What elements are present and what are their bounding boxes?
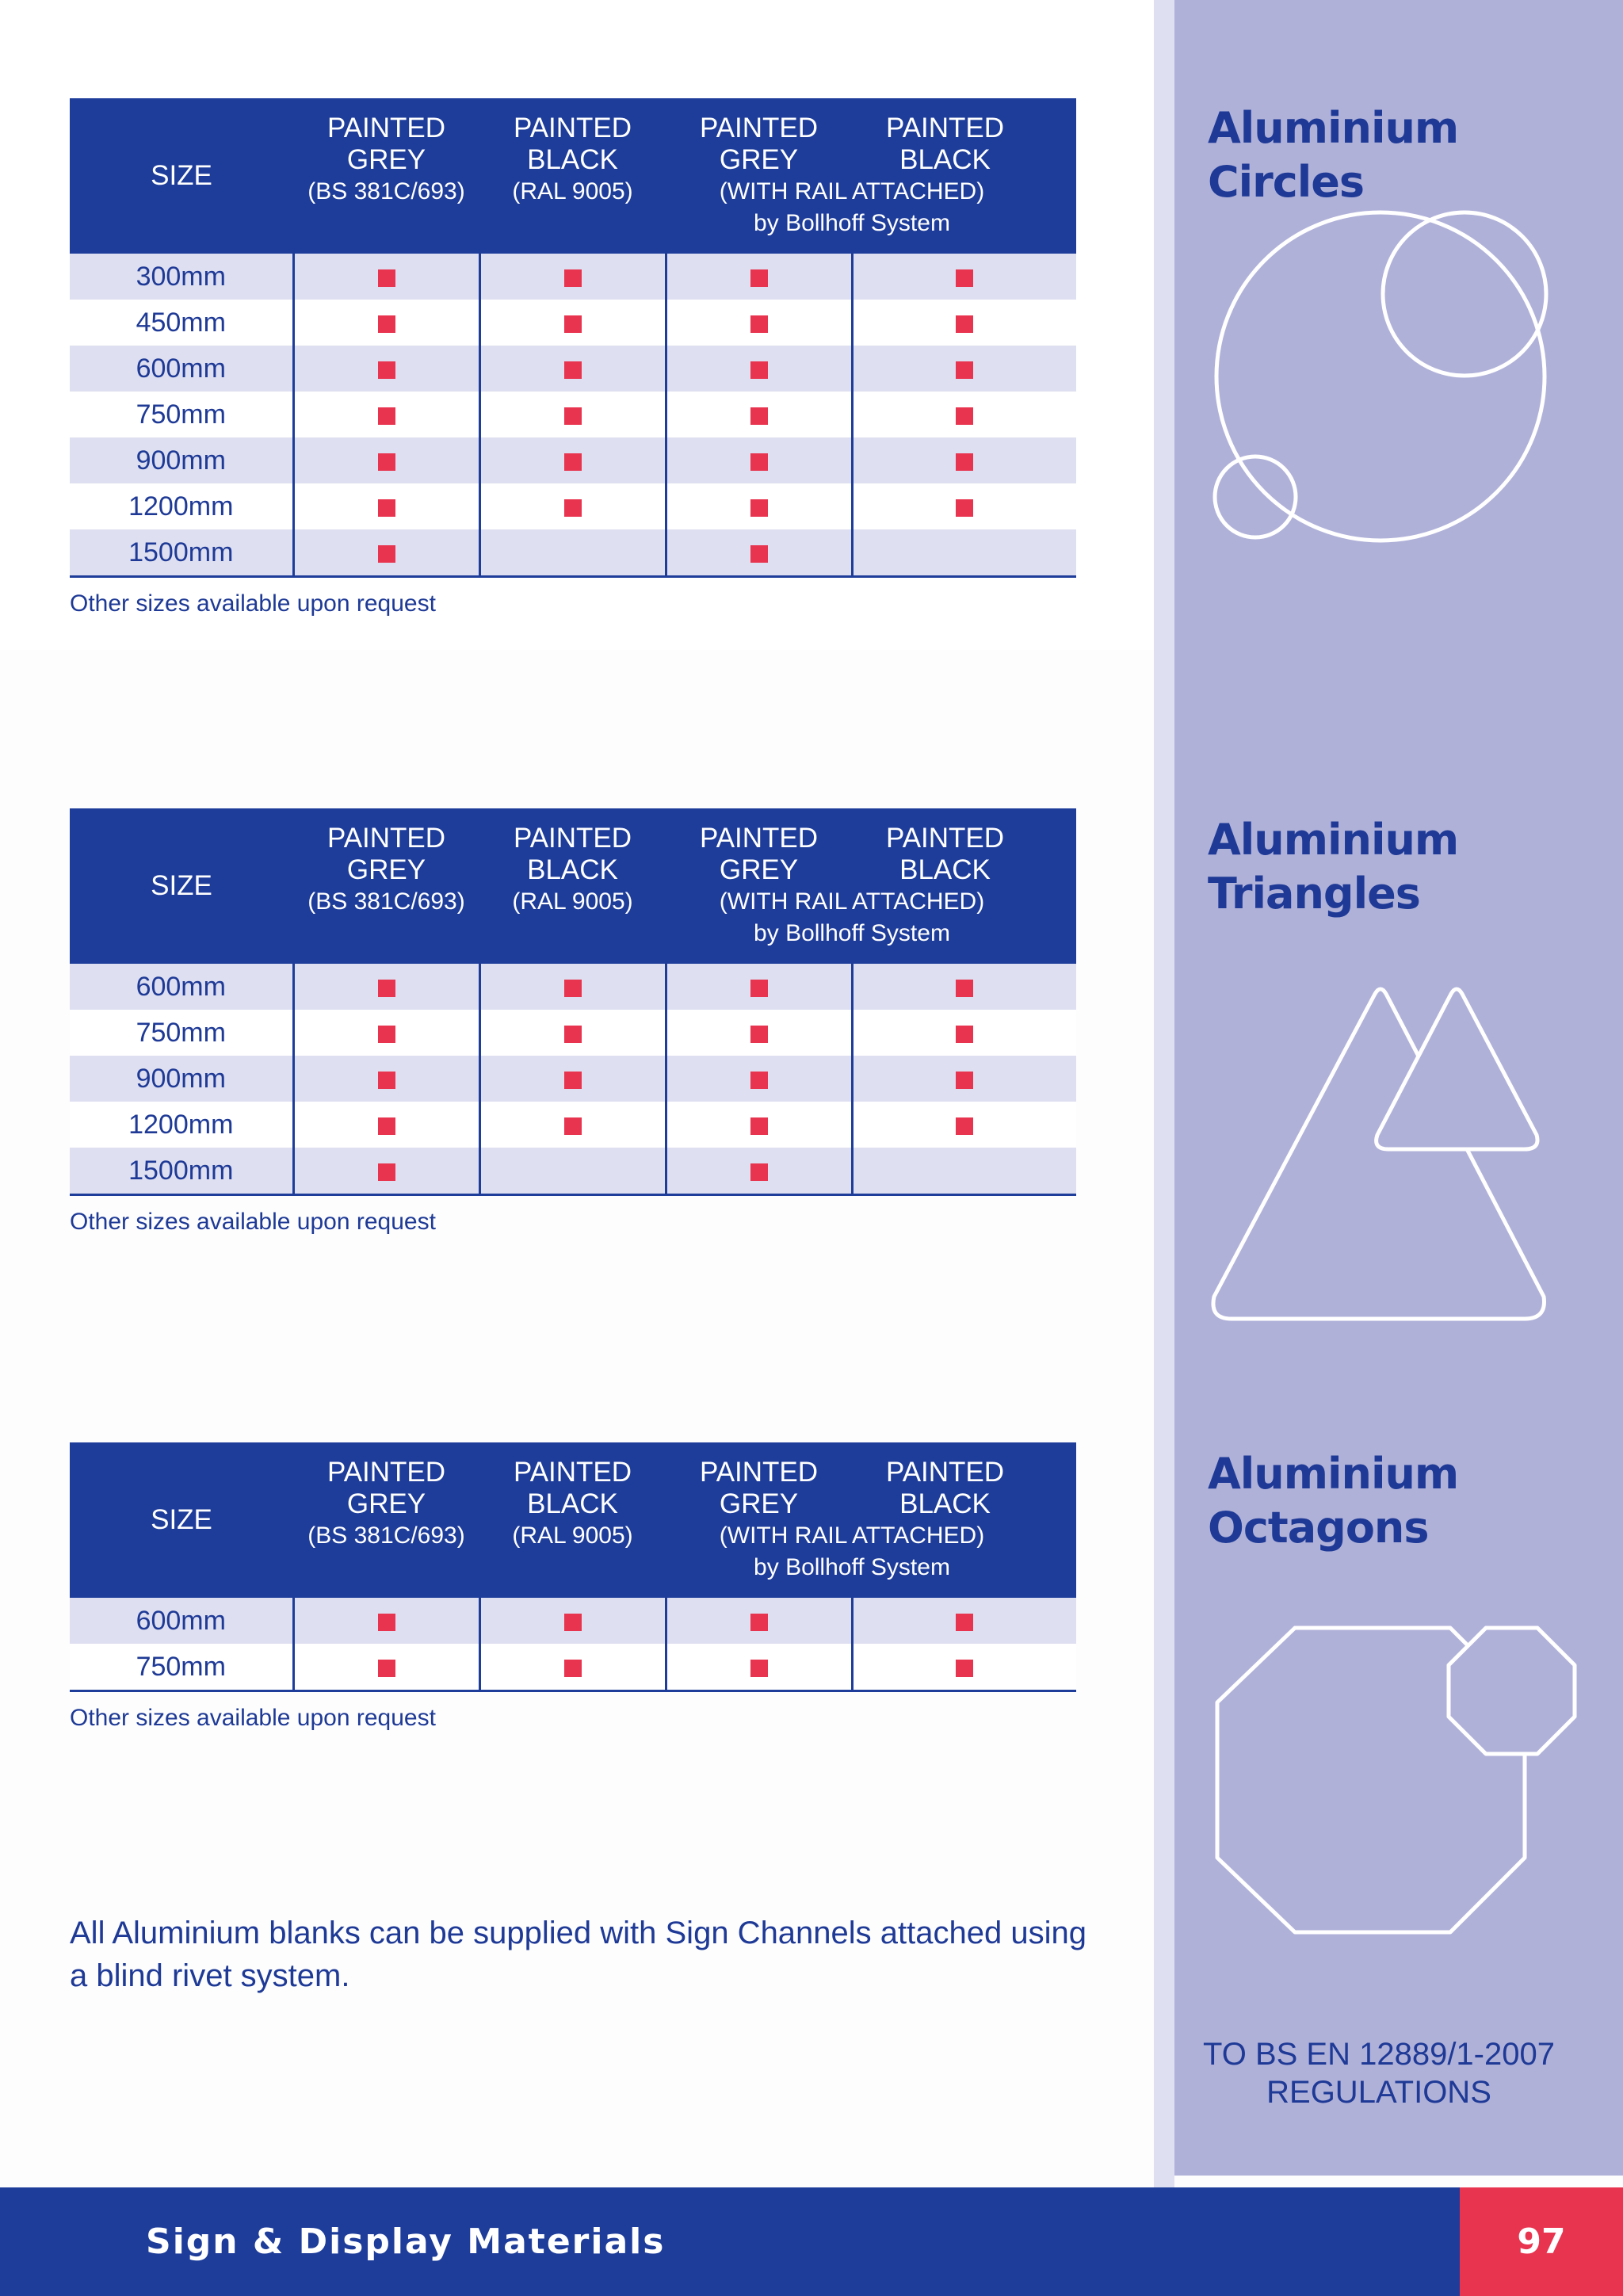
header-line: PAINTED: [327, 823, 446, 854]
header-sub: (RAL 9005): [512, 1522, 633, 1549]
header-sub: (BS 381C/693): [307, 178, 465, 204]
availability-cell: [852, 392, 1076, 437]
header-line: PAINTED: [327, 113, 446, 143]
available-marker-icon: [378, 499, 395, 517]
availability-cell: [479, 254, 666, 300]
header-line: PAINTED: [513, 1457, 632, 1488]
availability-cell: [666, 1056, 852, 1102]
triangles-title-line-2: Triangles: [1208, 869, 1420, 919]
size-cell: 1200mm: [70, 483, 293, 529]
size-header: [70, 98, 293, 254]
header-line: BLACK: [527, 144, 618, 175]
availability-cell: [852, 1598, 1076, 1644]
header-line: GREY: [719, 854, 799, 885]
rail-note-line: (WITH RAIL ATTACHED): [719, 888, 985, 915]
availability-cell: [666, 254, 852, 300]
rail-note-line: by Bollhoff System: [754, 210, 950, 236]
available-marker-icon: [378, 1660, 395, 1677]
availability-cell: [666, 392, 852, 437]
header-line: PAINTED: [513, 113, 632, 143]
header-line: BLACK: [899, 144, 991, 175]
availability-cell: [293, 529, 479, 577]
available-marker-icon: [956, 1660, 973, 1677]
availability-cell: [293, 346, 479, 392]
size-cell: 450mm: [70, 300, 293, 346]
other-sizes-note: Other sizes available upon request: [70, 1705, 436, 1731]
availability-cell: [479, 1598, 666, 1644]
size-header: [70, 1442, 293, 1598]
rail-attached-header: [666, 808, 1076, 964]
size-cell: 600mm: [70, 346, 293, 392]
header-line: PAINTED: [513, 823, 632, 854]
available-marker-icon: [956, 269, 973, 287]
available-marker-icon: [750, 1163, 768, 1181]
available-marker-icon: [956, 315, 973, 333]
available-marker-icon: [750, 980, 768, 997]
availability-cell: [479, 1102, 666, 1148]
availability-cell: [852, 483, 1076, 529]
availability-cell: [666, 300, 852, 346]
available-marker-icon: [564, 315, 582, 333]
octagons-title: [1208, 1447, 1458, 1555]
available-marker-icon: [956, 1072, 973, 1089]
painted-grey-header: [293, 1442, 479, 1598]
triangles-table-block: [70, 808, 1076, 1236]
available-marker-icon: [378, 1614, 395, 1631]
header-line: PAINTED: [885, 1457, 1005, 1488]
header-sub: (BS 381C/693): [307, 888, 465, 915]
available-marker-icon: [956, 1026, 973, 1043]
rivet-statement: All Aluminium blanks can be supplied with Sign Channels attached using a blind rivet system.: [70, 1916, 1086, 1993]
table-row: [70, 437, 1076, 483]
size-cell: 1500mm: [70, 529, 293, 577]
available-marker-icon: [750, 1072, 768, 1089]
header-line: GREY: [719, 1488, 799, 1519]
regulations-note: [1174, 2035, 1583, 2111]
available-marker-icon: [750, 453, 768, 471]
rail-attached-header: [666, 98, 1076, 254]
header-line: BLACK: [527, 854, 618, 885]
availability-cell: [293, 437, 479, 483]
available-marker-icon: [378, 315, 395, 333]
header-line: GREY: [719, 144, 799, 175]
availability-cell: [666, 437, 852, 483]
other-sizes-note: Other sizes available upon request: [70, 590, 436, 617]
availability-cell: [852, 300, 1076, 346]
size-cell: 1500mm: [70, 1148, 293, 1195]
header-line: BLACK: [899, 1488, 991, 1519]
availability-cell: [666, 1148, 852, 1195]
available-marker-icon: [564, 269, 582, 287]
availability-cell: [293, 392, 479, 437]
availability-cell: [852, 254, 1076, 300]
available-marker-icon: [564, 1117, 582, 1135]
header-line: GREY: [346, 144, 426, 175]
availability-cell: [479, 1644, 666, 1691]
painted-grey-header: [293, 98, 479, 254]
size-cell: 600mm: [70, 964, 293, 1010]
aluminium-circles-icon: [1205, 202, 1553, 551]
aluminium-octagons-icon: [1205, 1617, 1601, 1950]
available-marker-icon: [378, 1163, 395, 1181]
available-marker-icon: [564, 1026, 582, 1043]
rail-note-line: by Bollhoff System: [754, 1554, 950, 1580]
table-row: [70, 1598, 1076, 1644]
table-row: [70, 1056, 1076, 1102]
availability-cell: [479, 483, 666, 529]
table-row: [70, 1644, 1076, 1691]
available-marker-icon: [378, 980, 395, 997]
availability-cell: [852, 437, 1076, 483]
header-line: PAINTED: [699, 1457, 819, 1488]
available-marker-icon: [378, 269, 395, 287]
available-marker-icon: [378, 1026, 395, 1043]
side-strip: [1154, 0, 1174, 2187]
availability-cell: [479, 1010, 666, 1056]
table-header-row: [70, 98, 1076, 254]
availability-cell: [293, 964, 479, 1010]
available-marker-icon: [564, 1614, 582, 1631]
availability-cell: [666, 529, 852, 577]
availability-cell: [293, 483, 479, 529]
table-row: [70, 254, 1076, 300]
availability-cell: [666, 1598, 852, 1644]
size-cell: 750mm: [70, 1010, 293, 1056]
size-header: [70, 808, 293, 964]
octagons-table-block: [70, 1442, 1076, 1732]
table-row: [70, 392, 1076, 437]
available-marker-icon: [750, 1026, 768, 1043]
table-body: [70, 964, 1076, 1195]
circles-title: Aluminium Circles: [1208, 103, 1459, 207]
available-marker-icon: [564, 499, 582, 517]
triangles-title-line-1: Aluminium: [1208, 815, 1459, 865]
table-row: [70, 483, 1076, 529]
available-marker-icon: [378, 1117, 395, 1135]
availability-cell: [852, 1010, 1076, 1056]
size-cell: 750mm: [70, 392, 293, 437]
available-marker-icon: [956, 1117, 973, 1135]
availability-cell: [666, 1010, 852, 1056]
availability-cell: [852, 346, 1076, 392]
available-marker-icon: [564, 1072, 582, 1089]
availability-cell: [293, 1102, 479, 1148]
availability-cell: [479, 392, 666, 437]
rail-attached-header: [666, 1442, 1076, 1598]
size-cell: 300mm: [70, 254, 293, 300]
octagons-title-line-2: Octagons: [1208, 1503, 1429, 1553]
aluminium-triangles-icon: [1205, 983, 1553, 1331]
available-marker-icon: [750, 407, 768, 425]
availability-cell: [852, 1056, 1076, 1102]
available-marker-icon: [378, 407, 395, 425]
circles-spec-table: [70, 98, 1076, 578]
rail-note-line: (WITH RAIL ATTACHED): [719, 178, 985, 204]
availability-cell: [666, 1644, 852, 1691]
regulations-line-1: TO BS EN 12889/1-2007: [1203, 2037, 1555, 2072]
availability-cell: [666, 964, 852, 1010]
page-number: 97: [1517, 2222, 1566, 2262]
availability-cell: [666, 1102, 852, 1148]
availability-cell: [852, 964, 1076, 1010]
footer-title: Sign & Display Materials: [146, 2222, 666, 2262]
regulations-line-2: REGULATIONS: [1266, 2075, 1491, 2110]
available-marker-icon: [956, 980, 973, 997]
available-marker-icon: [956, 499, 973, 517]
octagons-title-line-1: Aluminium: [1208, 1449, 1459, 1499]
availability-cell: [479, 964, 666, 1010]
size-cell: 600mm: [70, 1598, 293, 1644]
available-marker-icon: [956, 361, 973, 379]
table-row: [70, 1010, 1076, 1056]
available-marker-icon: [564, 1660, 582, 1677]
availability-cell: [293, 1644, 479, 1691]
header-sub: (RAL 9005): [512, 888, 633, 915]
availability-cell: [479, 346, 666, 392]
available-marker-icon: [378, 545, 395, 563]
availability-cell: [852, 529, 1076, 577]
available-marker-icon: [564, 407, 582, 425]
octagons-spec-table: [70, 1442, 1076, 1692]
available-marker-icon: [378, 361, 395, 379]
triangles-spec-table: [70, 808, 1076, 1196]
footer-bar: [0, 2187, 1623, 2296]
table-row: [70, 300, 1076, 346]
available-marker-icon: [750, 315, 768, 333]
availability-cell: [479, 529, 666, 577]
available-marker-icon: [750, 499, 768, 517]
table-row: [70, 1102, 1076, 1148]
header-line: PAINTED: [327, 1457, 446, 1488]
available-marker-icon: [956, 453, 973, 471]
size-cell: 1200mm: [70, 1102, 293, 1148]
availability-cell: [293, 300, 479, 346]
size-header-label: SIZE: [151, 1504, 212, 1535]
header-line: PAINTED: [885, 113, 1005, 143]
other-sizes-note: Other sizes available upon request: [70, 1209, 436, 1235]
painted-black-header: [479, 1442, 666, 1598]
availability-cell: [479, 1148, 666, 1195]
availability-cell: [479, 437, 666, 483]
painted-black-header: [479, 98, 666, 254]
painted-grey-header: [293, 808, 479, 964]
circles-table-block: [70, 98, 1076, 617]
available-marker-icon: [750, 269, 768, 287]
size-header-label: SIZE: [151, 870, 212, 901]
availability-cell: [293, 1148, 479, 1195]
painted-black-header: [479, 808, 666, 964]
availability-cell: [479, 300, 666, 346]
table-body: [70, 254, 1076, 577]
availability-cell: [293, 1056, 479, 1102]
availability-cell: [293, 254, 479, 300]
availability-cell: [852, 1102, 1076, 1148]
size-header-label: SIZE: [151, 160, 212, 191]
triangles-title: [1208, 813, 1458, 921]
header-line: PAINTED: [699, 823, 819, 854]
table-row: [70, 964, 1076, 1010]
page-number-box: [1460, 2187, 1623, 2296]
available-marker-icon: [750, 361, 768, 379]
availability-cell: [666, 346, 852, 392]
header-line: BLACK: [527, 1488, 618, 1519]
available-marker-icon: [956, 1614, 973, 1631]
size-cell: 900mm: [70, 1056, 293, 1102]
header-line: BLACK: [899, 854, 991, 885]
header-line: GREY: [346, 1488, 426, 1519]
size-cell: 900mm: [70, 437, 293, 483]
header-sub: (RAL 9005): [512, 178, 633, 204]
available-marker-icon: [750, 1117, 768, 1135]
available-marker-icon: [750, 1614, 768, 1631]
available-marker-icon: [564, 361, 582, 379]
available-marker-icon: [378, 1072, 395, 1089]
table-row: [70, 346, 1076, 392]
rail-note-line: (WITH RAIL ATTACHED): [719, 1522, 985, 1549]
header-line: PAINTED: [885, 823, 1005, 854]
availability-cell: [293, 1598, 479, 1644]
available-marker-icon: [564, 980, 582, 997]
availability-cell: [293, 1010, 479, 1056]
availability-cell: [852, 1644, 1076, 1691]
header-line: GREY: [346, 854, 426, 885]
available-marker-icon: [378, 453, 395, 471]
rail-note-line: by Bollhoff System: [754, 920, 950, 946]
table-header-row: [70, 1442, 1076, 1598]
availability-cell: [666, 483, 852, 529]
available-marker-icon: [564, 453, 582, 471]
available-marker-icon: [750, 545, 768, 563]
table-row: [70, 529, 1076, 577]
header-line: PAINTED: [699, 113, 819, 143]
table-body: [70, 1598, 1076, 1691]
header-sub: (BS 381C/693): [307, 1522, 465, 1549]
table-header-row: [70, 808, 1076, 964]
table-row: [70, 1148, 1076, 1195]
availability-cell: [852, 1148, 1076, 1195]
available-marker-icon: [750, 1660, 768, 1677]
size-cell: 750mm: [70, 1644, 293, 1691]
available-marker-icon: [956, 407, 973, 425]
availability-cell: [479, 1056, 666, 1102]
